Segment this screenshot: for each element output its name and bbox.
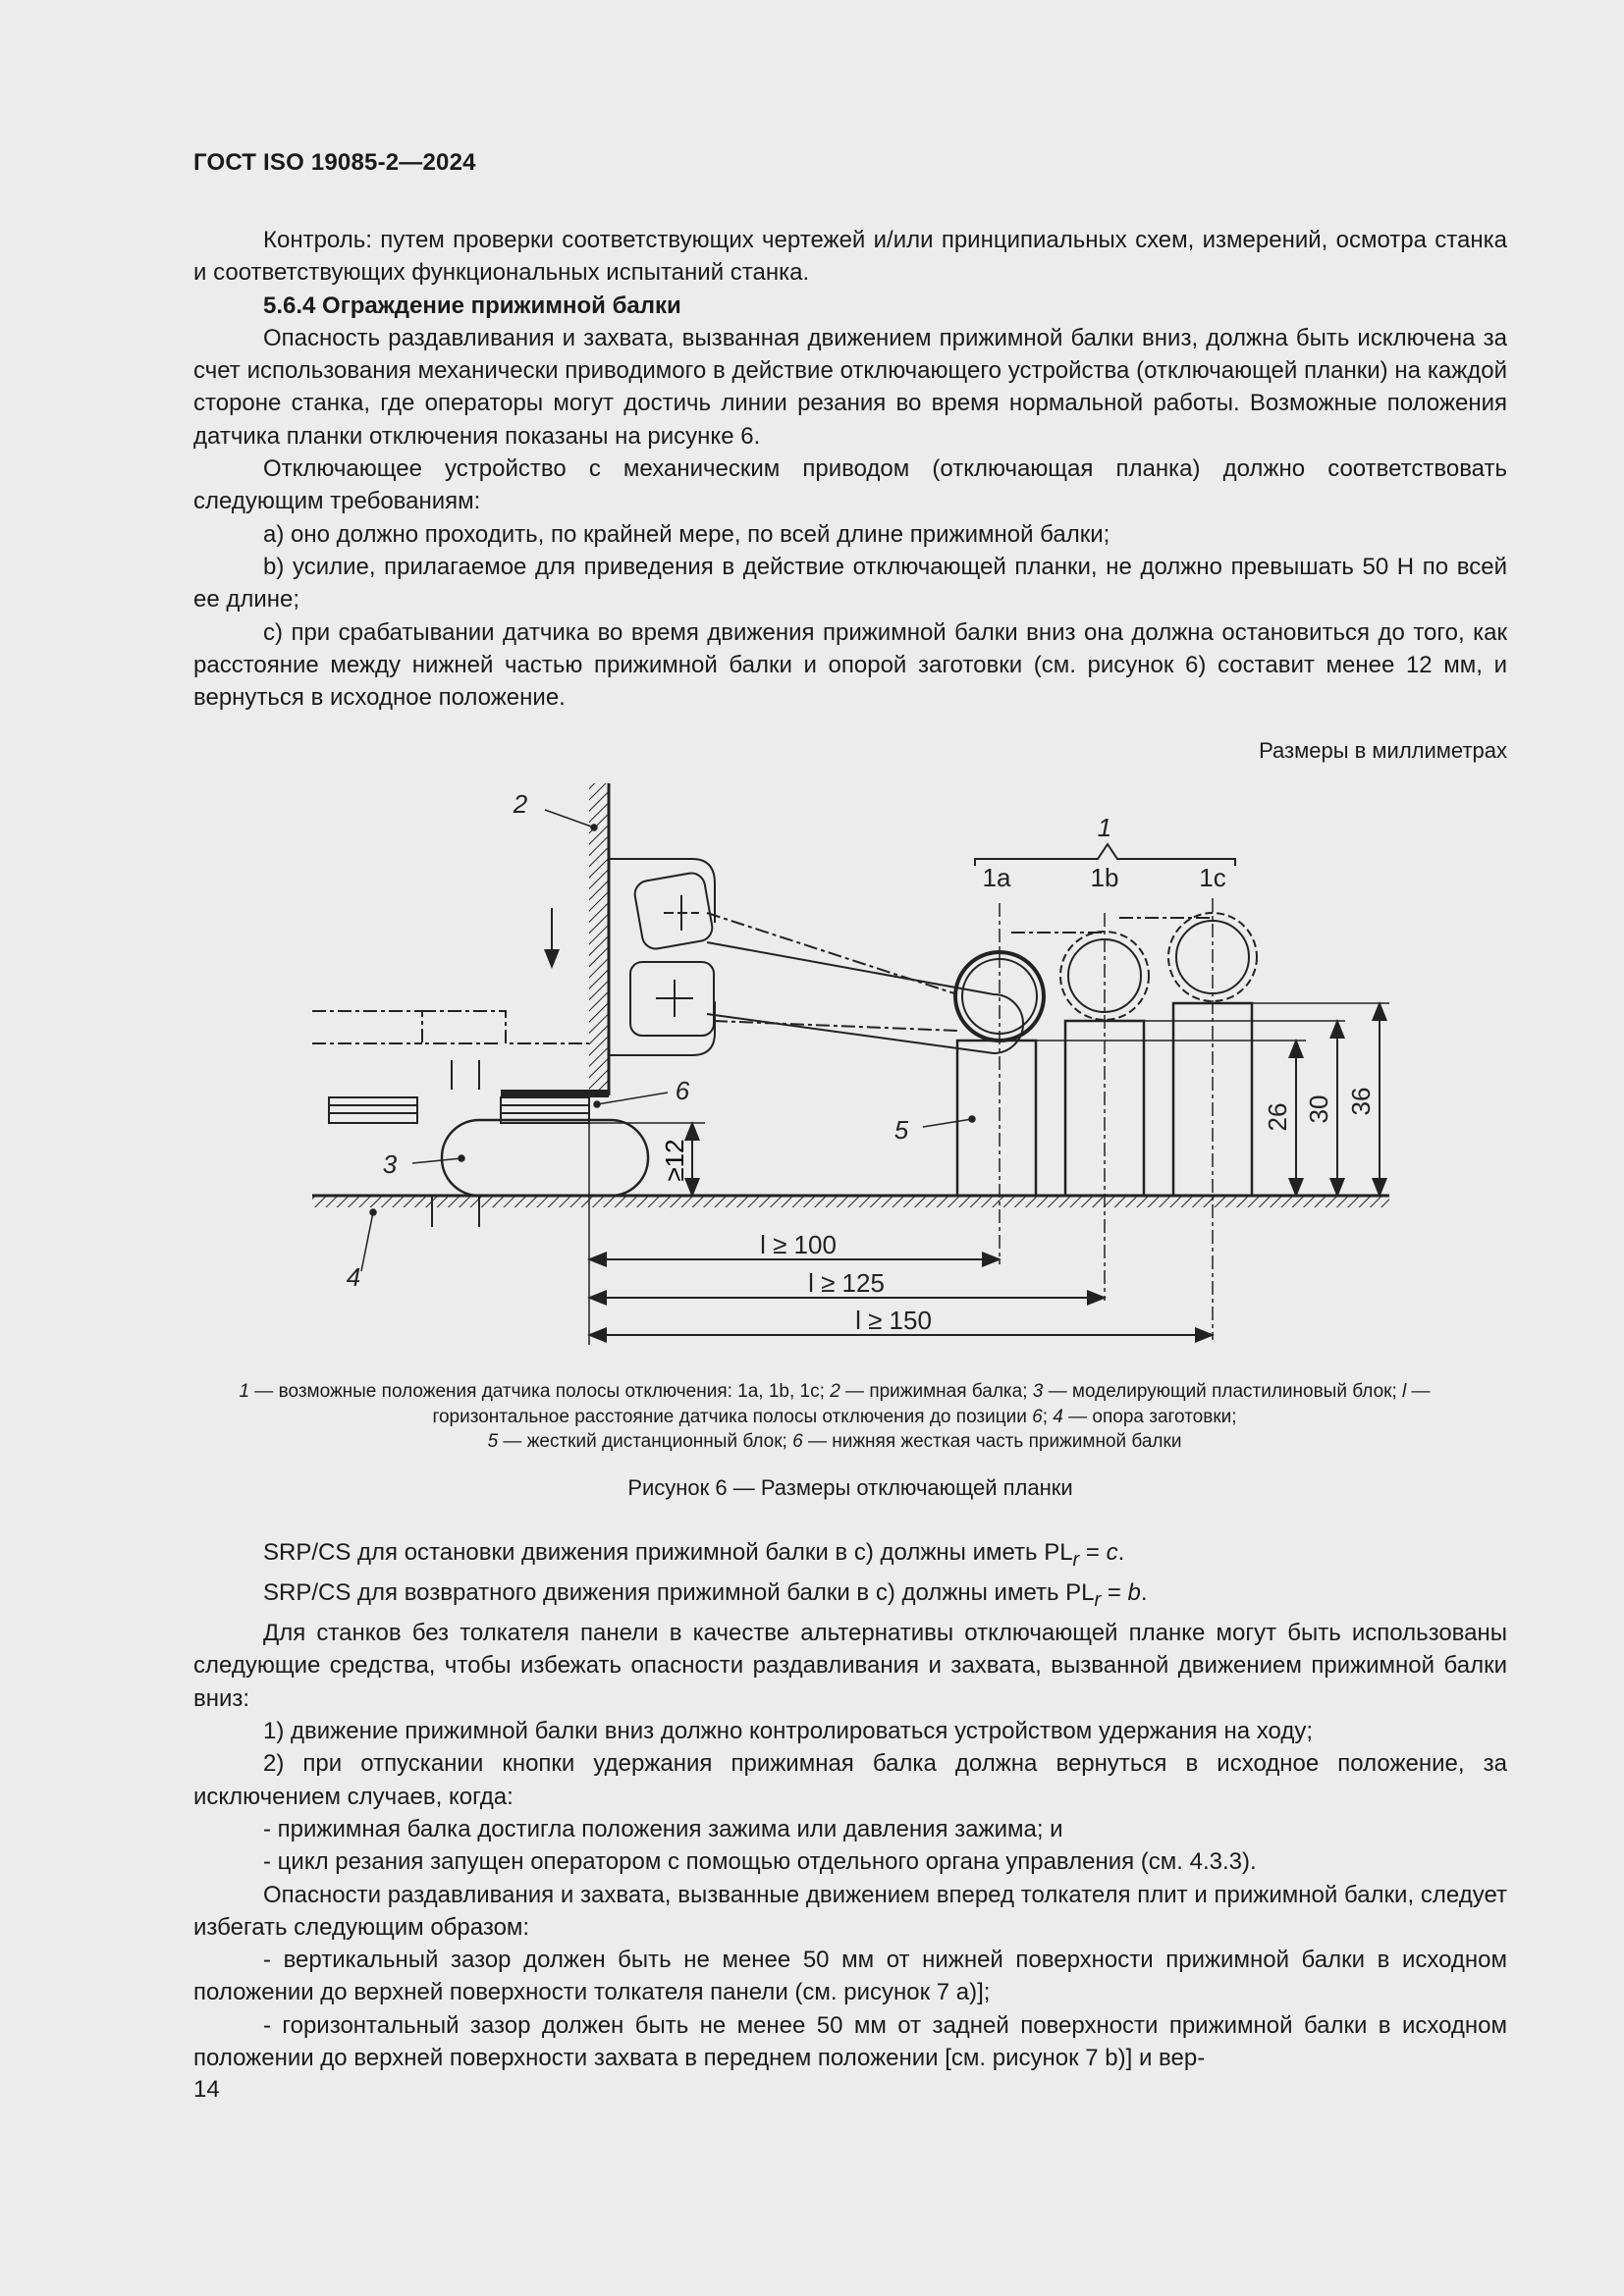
srp-1-text: SRP/CS для остановки движения прижимной балки в c) должны иметь PL	[263, 1539, 1073, 1566]
callout-1b: 1b	[1090, 863, 1119, 892]
list-item-1: 1) движение прижимной балки вниз должно контролироваться устройством удержания на ходу;	[263, 1718, 1314, 1745]
srp-2-eq: =	[1101, 1579, 1128, 1607]
paragraph-alternative: Для станков без толкателя панели в качестве альтернативы отключающей планке могут быть использованы следующие средства, чтобы избежать опасности раздавливания и захвата, вызванной движением прижимной балки вниз:	[193, 1620, 1507, 1712]
callout-6: 6	[675, 1076, 690, 1105]
dim-30-label: 30	[1304, 1095, 1333, 1124]
srp-2-sub: r	[1094, 1588, 1102, 1611]
dim-12-label: ≥12	[660, 1139, 689, 1182]
legend-text-l: — горизонтальное расстояние датчика полосы отключения до позиции	[432, 1381, 1431, 1427]
dim-l150-label: l ≥ 150	[855, 1306, 932, 1335]
legend-text-6: — нижняя жесткая часть прижимной балки	[802, 1431, 1182, 1452]
callout-1a: 1a	[982, 863, 1011, 892]
dash-item-1: - прижимная балка достигла положения зажима или давления зажима; и	[263, 1815, 1063, 1842]
srp-1-eq: =	[1079, 1539, 1107, 1566]
srp-2-value: b	[1127, 1579, 1141, 1607]
legend-num-3: 3	[1032, 1381, 1044, 1402]
list-item-c: c) при срабатывании датчика во время движения прижимной балки вниз она должна остановиться до того, как расстояние между нижней частью прижимной балки и опорой заготовки (см. рисунок 6) составит менее 12 мм, и вернуться в исходное положение.	[193, 618, 1507, 712]
dim-26-label: 26	[1263, 1102, 1292, 1132]
paragraph-hazards-forward: Опасности раздавливания и захвата, вызванные движением вперед толкателя плит и прижимной балки, следует избегать следующим образом:	[193, 1881, 1507, 1941]
page-number: 14	[193, 2076, 220, 2103]
srp-2-end: .	[1140, 1579, 1148, 1607]
legend-num-l: l	[1402, 1381, 1407, 1402]
dim-l100-label: l ≥ 100	[760, 1230, 837, 1259]
figure-legend	[231, 1379, 1438, 1455]
rocker-housing	[609, 859, 1213, 1055]
legend-text-3: — моделирующий пластилиновый блок;	[1043, 1381, 1403, 1402]
srp-1-sub: r	[1072, 1548, 1080, 1571]
legend-ref-6: 6	[1032, 1406, 1043, 1427]
legend-num-2: 2	[830, 1381, 840, 1402]
srp-2-text: SRP/CS для возвратного движения прижимной балки в c) должны иметь PL	[263, 1579, 1095, 1607]
callout-3: 3	[382, 1149, 398, 1179]
figure-6-diagram	[295, 775, 1414, 1364]
dash-item-2: - цикл резания запущен оператором с помощью отдельного органа управления (см. 4.3.3).	[263, 1848, 1257, 1876]
legend-num-5: 5	[487, 1431, 499, 1452]
legend-num-6: 6	[792, 1431, 803, 1452]
paragraph-hazard: Опасность раздавливания и захвата, вызванная движением прижимной балки вниз, должна быть исключена за счет использования механически приводимого в действие отключающего устройства (отключающей планки) на каждой стороне станка, где операторы могут достичь линии резания во время нормальной работы. Возможные положения датчика планки отключения показаны на рисунке 6.	[193, 324, 1507, 450]
legend-text-2: — прижимная балка;	[839, 1381, 1033, 1402]
callout-2: 2	[513, 789, 528, 819]
upper-dash-line	[312, 1011, 589, 1090]
legend-text-1: — возможные положения датчика полосы отключения: 1a, 1b, 1c;	[249, 1381, 831, 1402]
ground-support	[312, 1196, 1389, 1207]
sensor-positions	[955, 844, 1257, 1340]
dim-l125-label: l ≥ 125	[808, 1268, 885, 1298]
callout-5: 5	[893, 1115, 909, 1145]
srp-1-end: .	[1117, 1539, 1125, 1566]
list-item-b: b) усилие, прилагаемое для приведения в действие отключающей планки, не должно превышать 50 Н по всей ее длине;	[193, 553, 1507, 614]
srp-1-value: c	[1106, 1539, 1118, 1566]
list-item-2: 2) при отпускании кнопки удержания прижимная балка должна вернуться в исходное положение, за исключением случаев, когда:	[193, 1750, 1507, 1810]
paragraph-requirements: Отключающее устройство с механическим приводом (отключающая планка) должно соответствовать следующим требованиям:	[193, 455, 1507, 515]
legend-num-1: 1	[239, 1381, 250, 1402]
legend-num-4: 4	[1053, 1406, 1063, 1427]
intro-text	[193, 224, 1507, 714]
dash-item-4: - горизонтальный зазор должен быть не менее 50 мм от задней поверхности прижимной балки в исходном положении до верхней поверхности захвата в переднем положении [см. рисунок 7 b)] и вер-	[193, 2011, 1507, 2072]
figure-caption: Рисунок 6 — Размеры отключающей планки	[627, 1475, 1073, 1500]
legend-text-5: — жесткий дистанционный блок;	[498, 1431, 793, 1452]
callout-4: 4	[346, 1262, 361, 1292]
body-text	[193, 1536, 1507, 2074]
document-header: ГОСТ ISO 19085-2—2024	[193, 149, 476, 176]
list-item-a: a) оно должно проходить, по крайней мере, по всей длине прижимной балки;	[263, 520, 1110, 548]
callout-1: 1	[1097, 813, 1112, 842]
srp-line-2	[193, 1576, 1507, 1617]
callout-1c: 1c	[1199, 863, 1226, 892]
section-heading: 5.6.4 Ограждение прижимной балки	[263, 292, 681, 319]
srp-line-1	[193, 1536, 1507, 1576]
dash-item-3: - вертикальный зазор должен быть не менее 50 мм от нижней поверхности прижимной балки в исходном положении до верхней поверхности толкателя панели (см. рисунок 7 a)];	[193, 1947, 1507, 2006]
legend-text-4: — опора заготовки;	[1062, 1406, 1237, 1427]
units-note: Размеры в миллиметрах	[1259, 738, 1507, 763]
dim-36-label: 36	[1346, 1087, 1376, 1116]
legend-sep: ;	[1042, 1406, 1054, 1427]
paragraph-control: Контроль: путем проверки соответствующих чертежей и/или принципиальных схем, измерений, осмотра станка и соответствующих функциональных испытаний станка.	[193, 227, 1507, 287]
plasticine-block	[432, 1120, 648, 1227]
